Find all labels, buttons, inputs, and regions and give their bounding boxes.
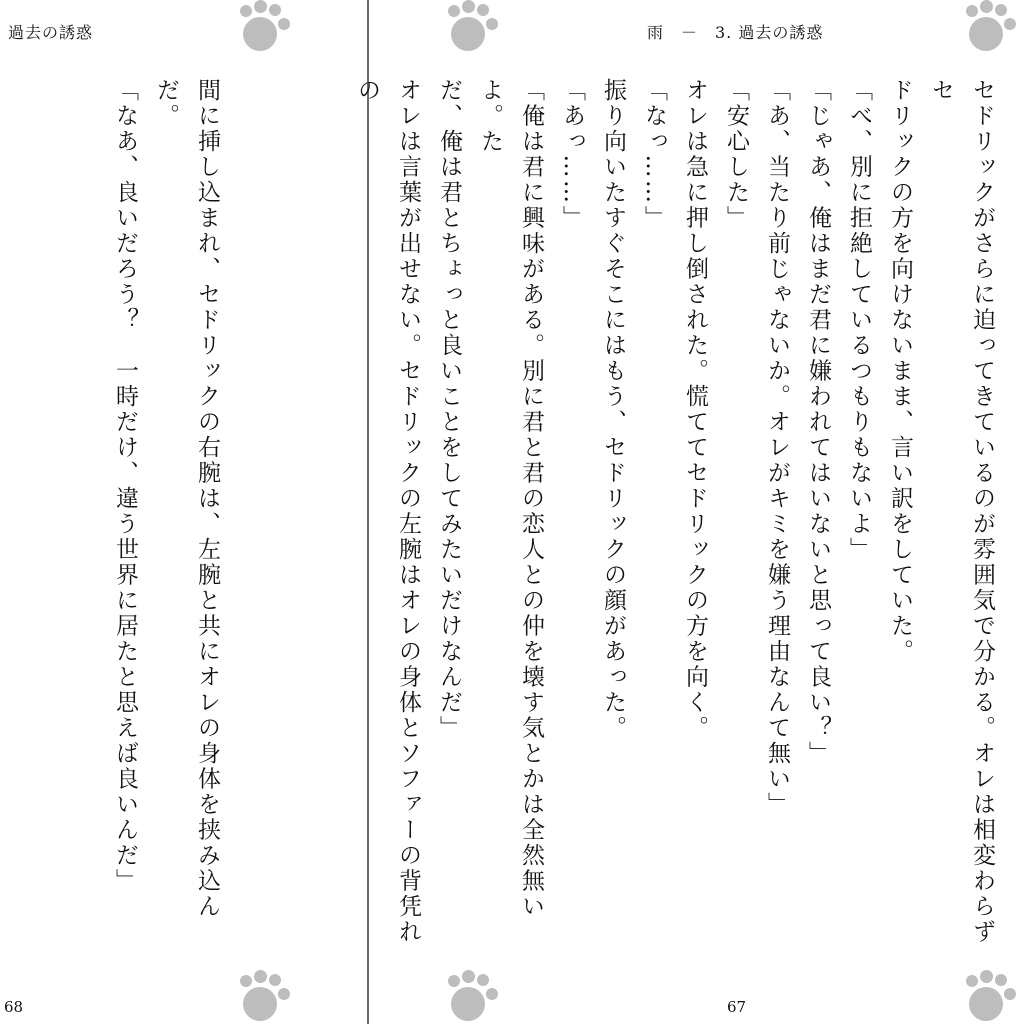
right-page xyxy=(354,0,1024,1024)
text-line: だ、俺は君とちょっと良いことをしてみたいだけなんだ」 xyxy=(436,78,462,741)
paw-print-icon xyxy=(963,970,1017,1024)
left-page xyxy=(0,0,367,1024)
text-line: 振り向いたすぐそこにはもう、セドリックの顔があった。 xyxy=(600,78,626,741)
text-line: 「あ、当たり前じゃないか。オレがキミを嫌う理由なんて無い」 xyxy=(764,78,790,818)
text-line: 「俺は君に興味がある。別に君と君の恋人との仲を壊す気とかは全然無いよ。た xyxy=(477,78,544,920)
right-page-number: 67 xyxy=(727,998,747,1016)
paw-print-icon xyxy=(237,0,291,54)
right-body-text xyxy=(346,78,1002,958)
text-line: セドリックがさらに迫ってきているのが雰囲気で分かる。オレは相変わらずセ xyxy=(928,78,995,945)
paw-print-icon xyxy=(963,0,1017,54)
left-body-text xyxy=(104,78,227,938)
text-line: 「なっ……」 xyxy=(641,78,667,231)
text-line: 「じゃあ、俺はまだ君に嫌われてはいないと思って良い？」 xyxy=(805,78,831,767)
text-line: ドリックの方を向けないまま、言い訳をしていた。 xyxy=(887,78,913,665)
paw-print-icon xyxy=(445,970,499,1024)
text-line: 「べ、別に拒絶しているつもりもないよ」 xyxy=(846,78,872,563)
text-line: 間に挿し込まれ、セドリックの右腕は、左腕と共にオレの身体を挟み込んだ。 xyxy=(153,78,220,920)
left-running-head: 過去の誘惑 xyxy=(8,23,94,42)
left-page-number: 68 xyxy=(4,998,24,1016)
text-line: オレは言葉が出せない。セドリックの左腕はオレの身体とソファーの背凭れの xyxy=(354,78,421,945)
text-line: 「あっ……」 xyxy=(559,78,585,231)
text-line: オレは急に押し倒された。慌ててセドリックの方を向く。 xyxy=(682,78,708,741)
text-line: 「なあ、良いだろう？ 一時だけ、違う世界に居たと思えば良いんだ」 xyxy=(112,78,138,894)
text-line: 「安心した」 xyxy=(723,78,749,231)
paw-print-icon xyxy=(237,970,291,1024)
right-running-head: 雨 － 3. 過去の誘惑 xyxy=(647,23,824,42)
paw-print-icon xyxy=(445,0,499,54)
